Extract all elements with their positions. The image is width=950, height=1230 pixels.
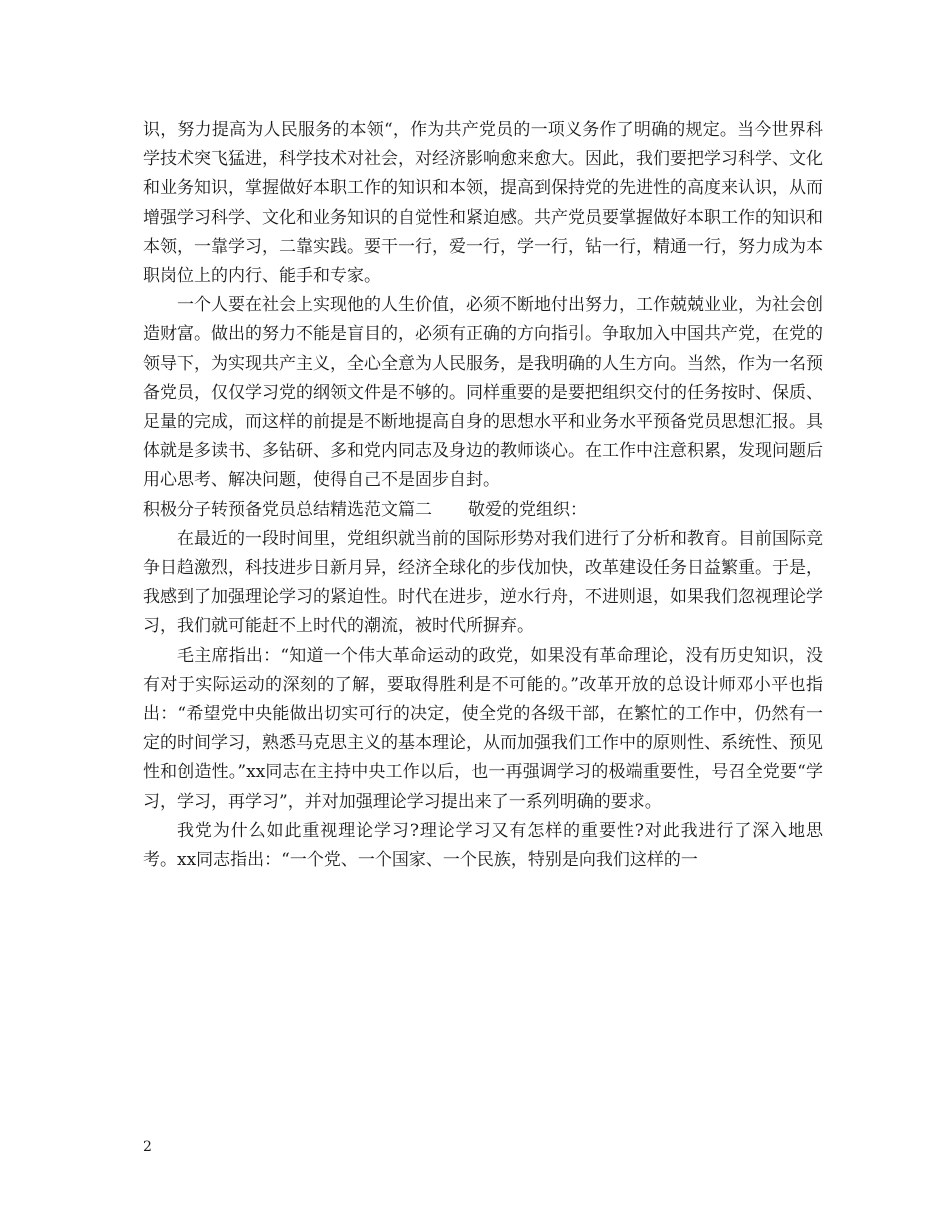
section-title: 积极分子转预备党员总结精选范文篇二 bbox=[143, 499, 432, 520]
letter-salutation: 敬爱的党组织： bbox=[468, 499, 587, 520]
section-heading bbox=[143, 496, 823, 525]
paragraph-5: 我党为什么如此重视理论学习?理论学习又有怎样的重要性?对此我进行了深入地思考。xx同志指出：“一个党、一个国家、一个民族，特别是向我们这样的一 bbox=[143, 820, 823, 871]
paragraph-1: 识，努力提高为人民服务的本领“，作为共产党员的一项义务作了明确的规定。当今世界科学技术突飞猛进，科学技术对社会，对经济影响愈来愈大。因此，我们要把学习科学、文化和业务知识，掌握做好本职工作的知识和本领，提高到保持党的先进性的高度来认识，从而增强学习科学、文化和业务知识的自觉性和紧迫感。共产党员要掌握做好本职工作的知识和本领，一靠学习，二靠实践。要干一行，爱一行，学一行，钻一行，精通一行，努力成为本职岗位上的内行、能手和专家。 bbox=[143, 120, 823, 287]
paragraph-4: 毛主席指出：“知道一个伟大革命运动的政党，如果没有革命理论，没有历史知识，没有对于实际运动的深刻的了解，要取得胜利是不可能的。”改革开放的总设计师邓小平也指出：“希望党中央能做出切实可行的决定，使全党的各级干部，在繁忙的工作中，仍然有一定的时间学习，熟悉马克思主义的基本理论，从而加强我们工作中的原则性、系统性、预见性和创造性。”xx同志在主持中央工作以后，也一再强调学习的极端重要性，号召全党要“学习，学习，再学习”，并对加强理论学习提出来了一系列明确的要求。 bbox=[143, 645, 823, 812]
paragraph-3: 在最近的一段时间里，党组织就当前的国际形势对我们进行了分析和教育。目前国际竞争日趋激烈，科技进步日新月异，经济全球化的步伐加快，改革建设任务日益繁重。于是，我感到了加强理论学习的紧迫性。时代在进步，逆水行舟，不进则退，如果我们忽视理论学习，我们就可能赶不上时代的潮流，被时代所摒弃。 bbox=[143, 528, 823, 637]
document-body bbox=[143, 116, 823, 875]
paragraph-2: 一个人要在社会上实现他的人生价值，必须不断地付出努力，工作兢兢业业，为社会创造财富。做出的努力不能是盲目的，必须有正确的方向指引。争取加入中国共产党，在党的领导下，为实现共产主义，全心全意为人民服务，是我明确的人生方向。当然，作为一名预备党员，仅仅学习党的纲领文件是不够的。同样重要的是要把组织交付的任务按时、保质、足量的完成，而这样的前提是不断地提高自身的思想水平和业务水平预备党员思想汇报。具体就是多读书、多钻研、多和党内同志及身边的教师谈心。在工作中注意积累，发现问题后用心思考、解决问题，使得自己不是固步自封。 bbox=[143, 295, 823, 491]
page-number: 2 bbox=[143, 1139, 152, 1155]
